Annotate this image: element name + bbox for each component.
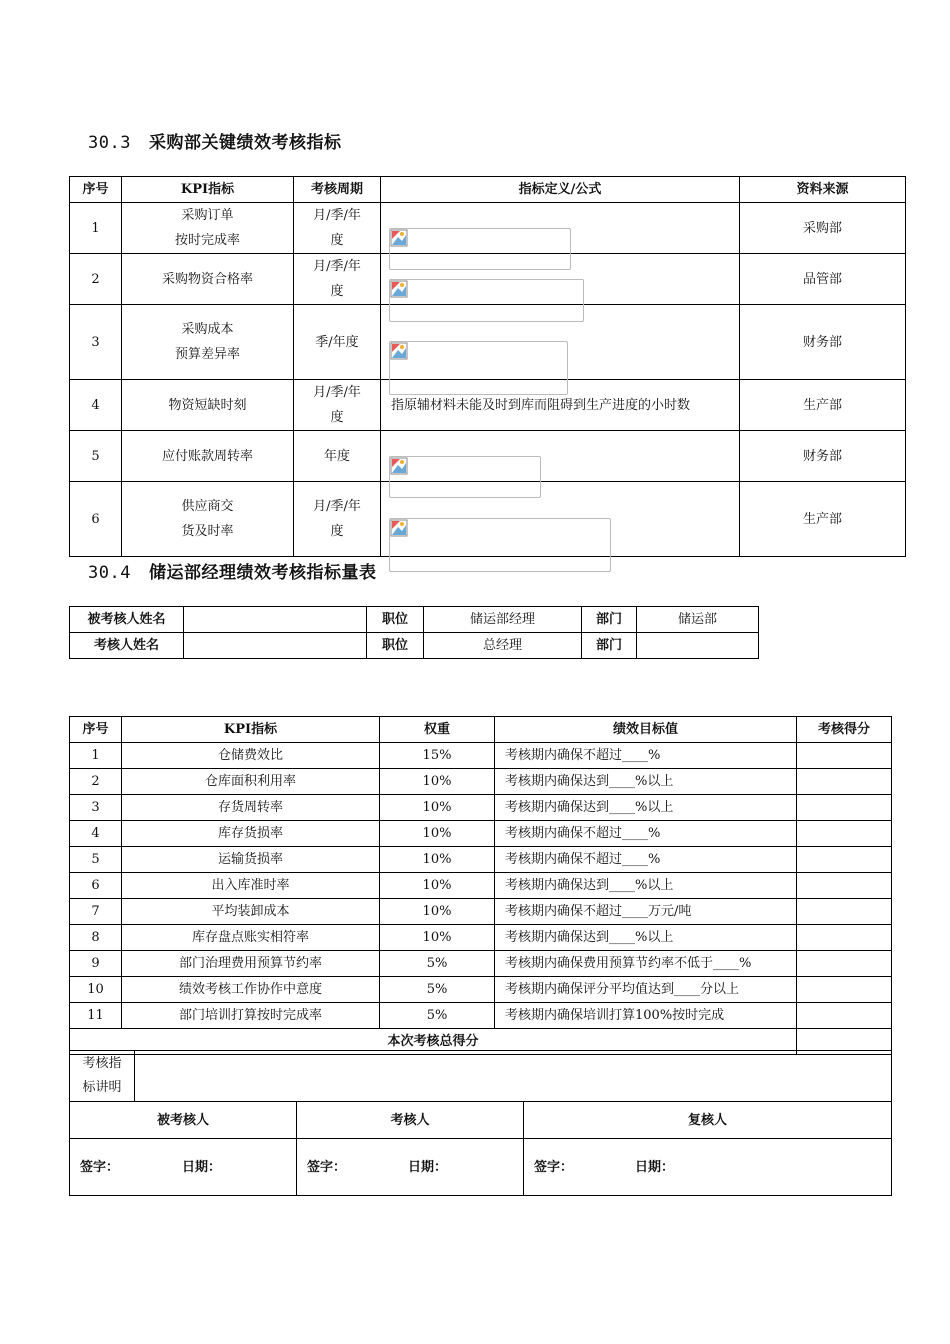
row-score[interactable] <box>797 1003 892 1029</box>
header-kpi: KPI指标 <box>122 177 294 203</box>
row-source: 采购部 <box>740 203 906 254</box>
appraiser-name-label: 考核人姓名 <box>70 633 184 659</box>
position-label: 职位 <box>367 633 424 659</box>
department-label: 部门 <box>582 607 637 633</box>
table-row <box>70 977 892 1003</box>
row-no: 6 <box>70 482 122 557</box>
row-no: 2 <box>70 254 122 305</box>
table-row <box>70 899 892 925</box>
row-no: 1 <box>70 743 122 769</box>
row-no: 3 <box>70 795 122 821</box>
table-row <box>70 847 892 873</box>
warehouse-kpi-table <box>69 716 892 1055</box>
row-weight: 5% <box>380 951 495 977</box>
row-kpi: 应付账款周转率 <box>122 431 294 482</box>
row-kpi: 仓库面积利用率 <box>122 769 380 795</box>
table-header-row <box>70 177 906 203</box>
section-number: 30.4 <box>88 563 131 583</box>
department-label: 部门 <box>582 633 637 659</box>
table-header-row <box>70 717 892 743</box>
row-weight: 15% <box>380 743 495 769</box>
row-kpi: 出入库准时率 <box>122 873 380 899</box>
table-row <box>70 821 892 847</box>
info-row-appraisee <box>70 607 759 633</box>
row-score[interactable] <box>797 743 892 769</box>
row-target: 考核期内确保达到____%以上 <box>495 769 797 795</box>
row-score[interactable] <box>797 821 892 847</box>
row-target: 考核期内确保达到____%以上 <box>495 795 797 821</box>
appraiser-header: 考核人 <box>297 1102 524 1139</box>
row-no: 9 <box>70 951 122 977</box>
row-period: 年度 <box>294 431 381 482</box>
header-weight: 权重 <box>380 717 495 743</box>
row-target: 考核期内确保费用预算节约率不低于____% <box>495 951 797 977</box>
reviewer-signature-cell[interactable]: 签字： 日期： <box>524 1139 892 1196</box>
row-weight: 5% <box>380 1003 495 1029</box>
appraiser-name-field[interactable] <box>184 633 367 659</box>
header-score: 考核得分 <box>797 717 892 743</box>
signature-row <box>70 1139 892 1196</box>
section-30-3-heading <box>88 128 341 153</box>
row-score[interactable] <box>797 951 892 977</box>
row-kpi: 物资短缺时刻 <box>122 380 294 431</box>
row-no: 4 <box>70 821 122 847</box>
personnel-info-table <box>69 606 759 659</box>
row-kpi: 采购物资合格率 <box>122 254 294 305</box>
row-source: 财务部 <box>740 431 906 482</box>
appraiser-signature-cell[interactable]: 签字： 日期： <box>297 1139 524 1196</box>
row-target: 考核期内确保达到____%以上 <box>495 925 797 951</box>
row-weight: 10% <box>380 873 495 899</box>
row-source: 生产部 <box>740 482 906 557</box>
row-target: 考核期内确保评分平均值达到____分以上 <box>495 977 797 1003</box>
appraisee-header: 被考核人 <box>70 1102 297 1139</box>
row-kpi: 采购成本 预算差异率 <box>122 305 294 380</box>
table-row <box>70 769 892 795</box>
row-no: 3 <box>70 305 122 380</box>
total-score-label: 本次考核总得分 <box>70 1029 797 1055</box>
row-score[interactable] <box>797 977 892 1003</box>
row-score[interactable] <box>797 795 892 821</box>
row-period: 月/季/年 度 <box>294 482 381 557</box>
header-period: 考核周期 <box>294 177 381 203</box>
table-row <box>70 951 892 977</box>
row-target: 考核期内确保培训打算100%按时完成 <box>495 1003 797 1029</box>
row-kpi: 部门培训打算按时完成率 <box>122 1003 380 1029</box>
table-row <box>70 795 892 821</box>
purchasing-kpi-table <box>69 176 906 557</box>
row-no: 8 <box>70 925 122 951</box>
row-kpi: 供应商交 货及时率 <box>122 482 294 557</box>
section-number: 30.3 <box>88 133 131 153</box>
appraisee-signature-cell[interactable]: 签字： 日期： <box>70 1139 297 1196</box>
appraisee-name-field[interactable] <box>184 607 367 633</box>
row-score[interactable] <box>797 769 892 795</box>
row-no: 10 <box>70 977 122 1003</box>
section-title: 储运部经理绩效考核指标量表 <box>148 563 377 583</box>
notes-label: 考核指 标讲明 <box>70 1051 135 1102</box>
row-source: 品管部 <box>740 254 906 305</box>
info-row-appraiser <box>70 633 759 659</box>
position-label: 职位 <box>367 607 424 633</box>
header-source: 资料来源 <box>740 177 906 203</box>
row-kpi: 仓储费效比 <box>122 743 380 769</box>
notes-row <box>70 1051 892 1102</box>
header-kpi: KPI指标 <box>122 717 380 743</box>
row-weight: 10% <box>380 847 495 873</box>
broken-image-icon <box>390 342 408 360</box>
row-no: 5 <box>70 431 122 482</box>
row-kpi: 采购订单 按时完成率 <box>122 203 294 254</box>
table-row <box>70 431 906 482</box>
signature-header-row <box>70 1102 892 1139</box>
row-kpi: 存货周转率 <box>122 795 380 821</box>
row-definition <box>381 431 740 482</box>
row-target: 考核期内确保不超过____% <box>495 847 797 873</box>
row-score[interactable] <box>797 925 892 951</box>
table-row <box>70 743 892 769</box>
row-weight: 10% <box>380 821 495 847</box>
notes-content[interactable] <box>135 1051 892 1102</box>
row-no: 4 <box>70 380 122 431</box>
row-kpi: 绩效考核工作协作中意度 <box>122 977 380 1003</box>
row-score[interactable] <box>797 873 892 899</box>
row-source: 财务部 <box>740 305 906 380</box>
row-weight: 10% <box>380 925 495 951</box>
row-kpi: 库存盘点账实相符率 <box>122 925 380 951</box>
row-source: 生产部 <box>740 380 906 431</box>
row-target: 考核期内确保不超过____万元/吨 <box>495 899 797 925</box>
row-period: 月/季/年 度 <box>294 380 381 431</box>
row-definition: 指原辅材料未能及时到库而阻碍到生产进度的小时数 <box>381 380 740 431</box>
row-target: 考核期内确保不超过____% <box>495 821 797 847</box>
section-title: 采购部关键绩效考核指标 <box>148 133 342 153</box>
broken-image-icon <box>390 280 408 298</box>
row-target: 考核期内确保达到____%以上 <box>495 873 797 899</box>
header-target: 绩效目标值 <box>495 717 797 743</box>
header-definition: 指标定义/公式 <box>381 177 740 203</box>
table-row <box>70 873 892 899</box>
appraiser-position: 总经理 <box>424 633 582 659</box>
row-period: 季/年度 <box>294 305 381 380</box>
row-score[interactable] <box>797 899 892 925</box>
row-no: 5 <box>70 847 122 873</box>
broken-image-icon <box>390 519 408 537</box>
row-kpi: 部门治理费用预算节约率 <box>122 951 380 977</box>
header-no: 序号 <box>70 177 122 203</box>
row-kpi: 平均装卸成本 <box>122 899 380 925</box>
row-weight: 10% <box>380 769 495 795</box>
row-no: 1 <box>70 203 122 254</box>
row-no: 7 <box>70 899 122 925</box>
row-weight: 10% <box>380 899 495 925</box>
table-row <box>70 925 892 951</box>
row-definition <box>381 203 740 254</box>
row-weight: 10% <box>380 795 495 821</box>
broken-image-icon <box>390 229 408 247</box>
row-no: 11 <box>70 1003 122 1029</box>
row-no: 6 <box>70 873 122 899</box>
broken-image-icon <box>390 457 408 475</box>
table-row <box>70 203 906 254</box>
row-target: 考核期内确保不超过____% <box>495 743 797 769</box>
row-score[interactable] <box>797 847 892 873</box>
appraiser-department[interactable] <box>637 633 759 659</box>
row-kpi: 运输货损率 <box>122 847 380 873</box>
appraisee-department: 储运部 <box>637 607 759 633</box>
header-no: 序号 <box>70 717 122 743</box>
row-period: 月/季/年 度 <box>294 203 381 254</box>
row-weight: 5% <box>380 977 495 1003</box>
row-period: 月/季/年 度 <box>294 254 381 305</box>
section-30-4-heading <box>88 558 376 583</box>
table-row <box>70 1003 892 1029</box>
notes-signature-table <box>69 1050 892 1196</box>
reviewer-header: 复核人 <box>524 1102 892 1139</box>
appraisee-name-label: 被考核人姓名 <box>70 607 184 633</box>
row-no: 2 <box>70 769 122 795</box>
appraisee-position: 储运部经理 <box>424 607 582 633</box>
row-kpi: 库存货损率 <box>122 821 380 847</box>
